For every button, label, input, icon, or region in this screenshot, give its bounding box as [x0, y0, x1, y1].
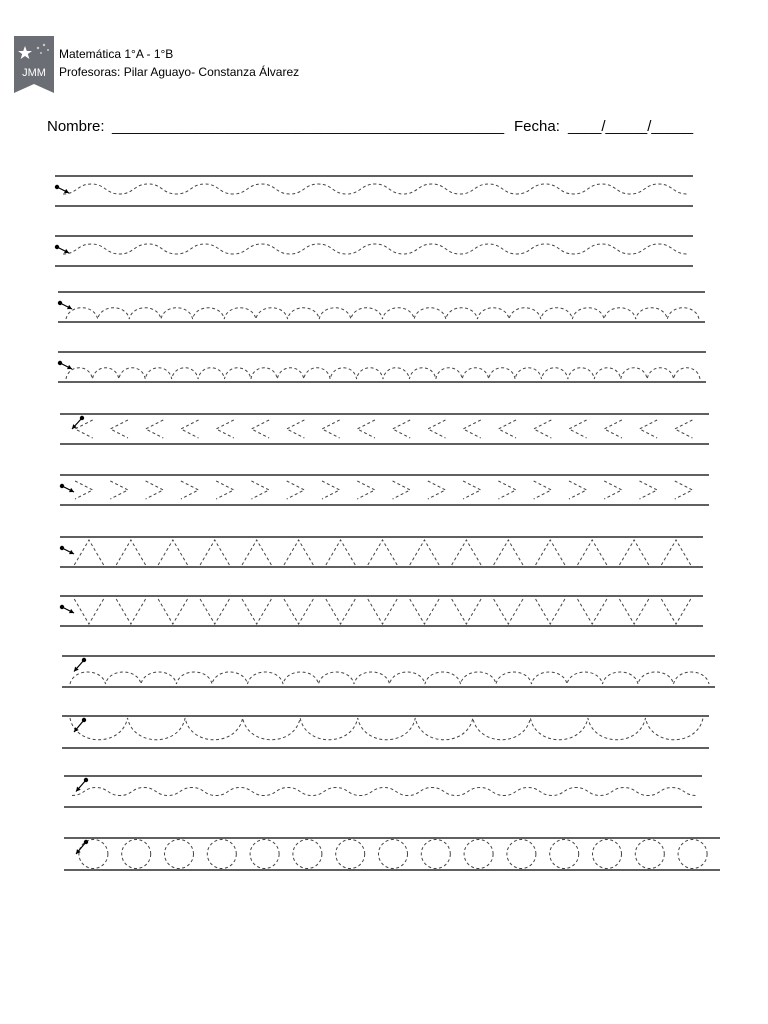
trace-circle	[122, 840, 151, 869]
trace-circle	[635, 840, 664, 869]
trace-circle	[165, 840, 194, 869]
date-field[interactable]: ____/_____/_____	[568, 118, 694, 135]
dashed-trace-path	[66, 368, 700, 379]
tracing-row	[60, 596, 703, 626]
dashed-trace-path	[66, 308, 699, 319]
dashed-trace-path	[74, 540, 690, 565]
trace-circle	[507, 840, 536, 869]
dashed-trace-path	[63, 244, 687, 254]
trace-circle	[207, 840, 236, 869]
trace-circle	[550, 840, 579, 869]
trace-circle	[293, 840, 322, 869]
dashed-trace-path	[75, 481, 692, 499]
name-field[interactable]: _______________________________________________	[112, 118, 505, 135]
tracing-row	[62, 656, 715, 687]
dashed-trace-path	[70, 672, 709, 684]
dashed-trace-path	[72, 788, 696, 796]
trace-circle	[336, 840, 365, 869]
tracing-row	[60, 475, 709, 505]
trace-circle	[678, 840, 707, 869]
trace-circle	[593, 840, 622, 869]
date-label: Fecha:	[514, 118, 560, 135]
tracing-row	[55, 236, 693, 266]
trace-circle	[379, 840, 408, 869]
tracing-row	[58, 292, 705, 322]
tracing-row	[55, 176, 693, 206]
trace-circle	[250, 840, 279, 869]
name-label: Nombre:	[47, 118, 105, 135]
trace-circle	[464, 840, 493, 869]
dashed-trace-path	[63, 184, 687, 194]
tracing-row	[64, 776, 702, 807]
tracing-row	[62, 716, 709, 748]
dashed-trace-path	[74, 599, 690, 624]
dashed-trace-path	[75, 420, 692, 438]
tracing-row	[60, 414, 709, 444]
tracing-row	[58, 352, 706, 382]
logo-text: JMM	[22, 67, 46, 79]
trace-circle	[79, 840, 108, 869]
teachers-line: Profesoras: Pilar Aguayo- Constanza Álvarez	[59, 65, 300, 79]
dashed-trace-path	[70, 718, 703, 740]
tracing-row	[64, 838, 720, 870]
course-title: Matemática 1°A - 1°B	[59, 47, 174, 61]
trace-circle	[421, 840, 450, 869]
tracing-row	[60, 537, 703, 567]
